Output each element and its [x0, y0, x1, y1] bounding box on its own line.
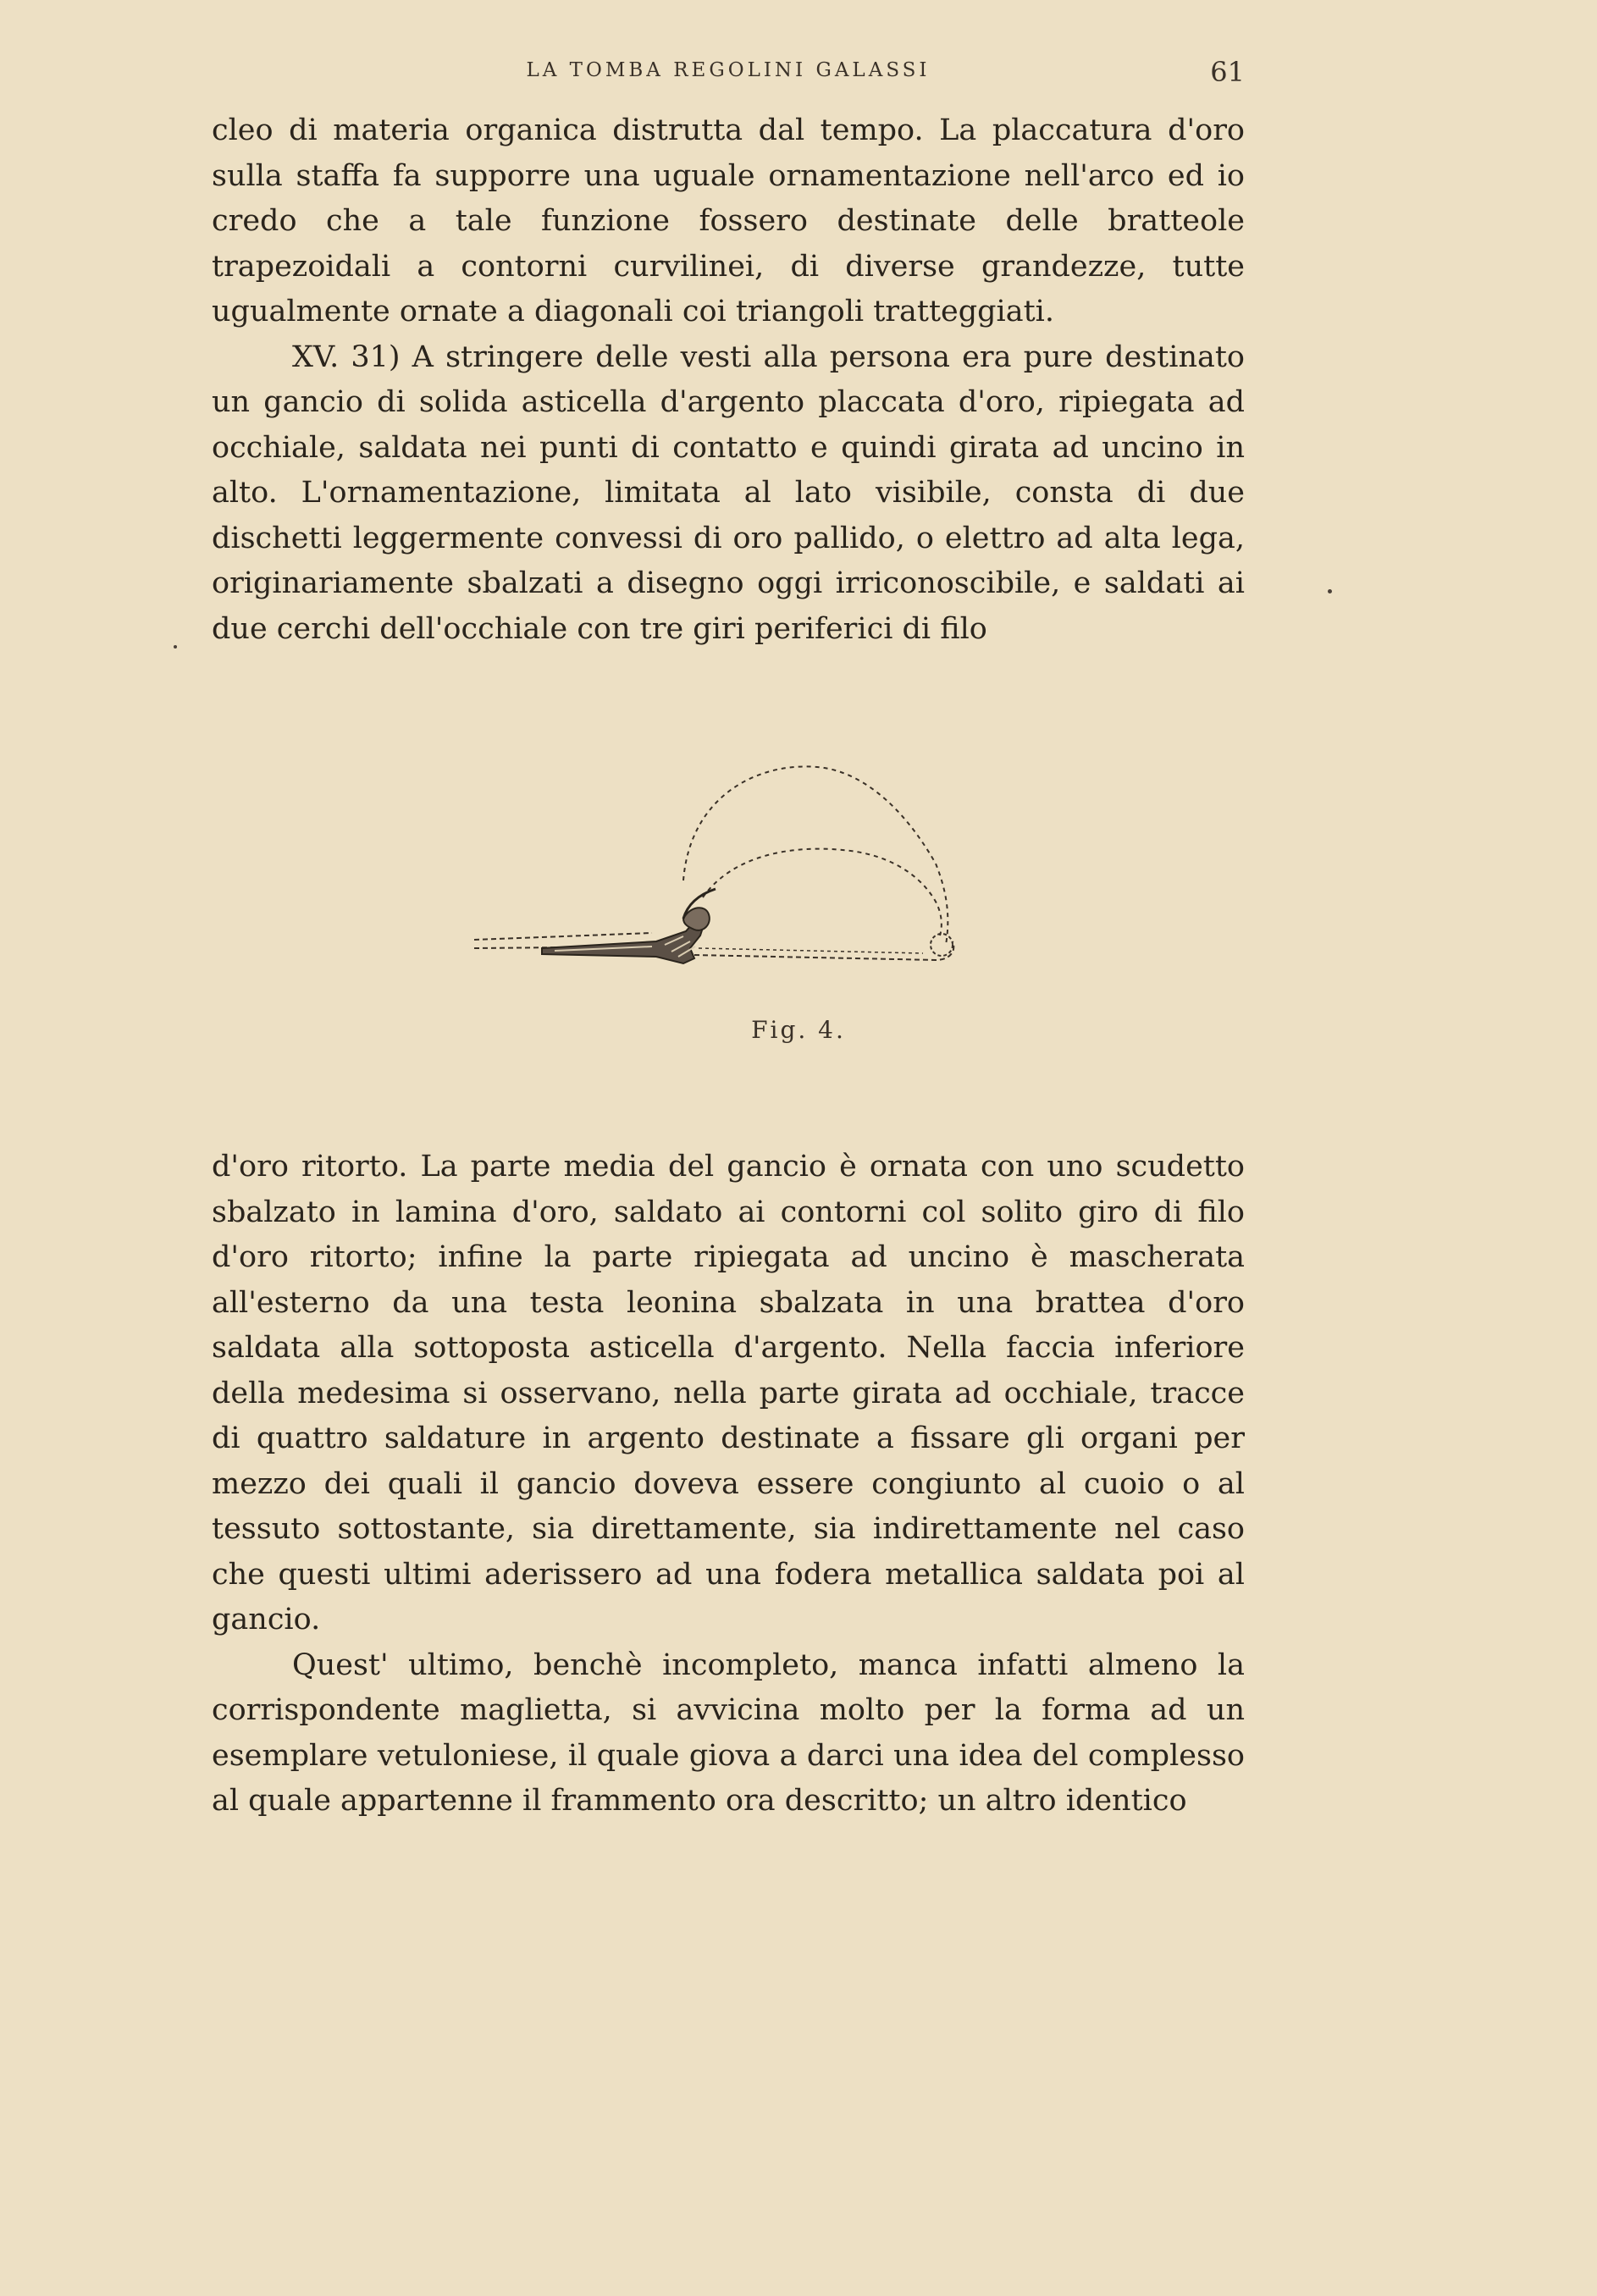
paragraph: XV. 31) A stringere delle vesti alla persona era pure destinato un gancio di solida asticella d'argento placcata d'oro, ripiegata ad occhiale, saldata nei punti di contatto e quindi girata ad uncino in alto. L'ornamentazione, limitata al lato visibile, consta di due dischetti leggermente convessi di oro pallido, o elettro ad alta lega, originariamente sbalzati a disegno oggi irriconoscibile, e saldati ai due cerchi dell'occhiale con tre giri periferici di filo [212, 339, 1245, 646]
paragraph: cleo di materia organica distrutta dal tempo. La placcatura d'oro sulla staffa fa supporre una uguale ornamentazione nell'arco ed io credo che a tale funzione fossero destinate delle bratteole trapezoidali a contorni curvilinei, di diverse grandezze, tutte ugualmente ornate a diagonali coi triangoli tratteggiati. [212, 113, 1245, 328]
paper-speck [174, 645, 177, 649]
running-head [212, 56, 1245, 93]
paper-speck [1328, 589, 1332, 593]
eye-circle [931, 934, 953, 956]
paragraph: Quest' ultimo, benchè incompleto, manca infatti almeno la corrispondente maglietta, si avvicina molto per la forma ad un esemplare vetuloniese, il quale giova a darci una idea del complesso al quale appartenne il frammento ora descritto; un altro identico [212, 1647, 1245, 1818]
inner-arc-dashed [703, 849, 942, 936]
hook-body [542, 914, 707, 963]
figure-caption: Fig. 4. [751, 1016, 846, 1044]
baseline-dashed [699, 948, 923, 953]
figure-hook-drawing [461, 745, 1003, 982]
baseline-dashed [694, 941, 953, 960]
text-block-bottom [212, 1145, 1245, 1824]
outer-arc-dashed [683, 766, 948, 945]
paragraph: d'oro ritorto. La parte media del gancio è ornata con uno scudetto sbalzato in lamina d'oro, saldato ai contorni col solito giro di filo d'oro ritorto; infine la parte ripiegata ad uncino è mascherata all'esterno da una testa leonina sbalzata in una brattea d'oro saldata alla sottoposta asticella d'argento. Nella faccia inferiore della medesima si osservano, nella parte girata ad occhiale, tracce di quattro saldature in argento destinate a fissare gli organi per mezzo dei quali il gancio doveva essere congiunto al cuoio o al tessuto sottostante, sia direttamente, sia indirettamente nel caso che questi ultimi aderissero ad una fodera metallica saldata poi al gancio. [212, 1150, 1245, 1636]
running-title: LA TOMBA REGOLINI GALASSI [526, 59, 931, 81]
baseline-dashed [474, 933, 652, 940]
page-number: 61 [1210, 56, 1245, 88]
hook-illustration [461, 745, 1003, 982]
text-block-top [212, 108, 1245, 652]
